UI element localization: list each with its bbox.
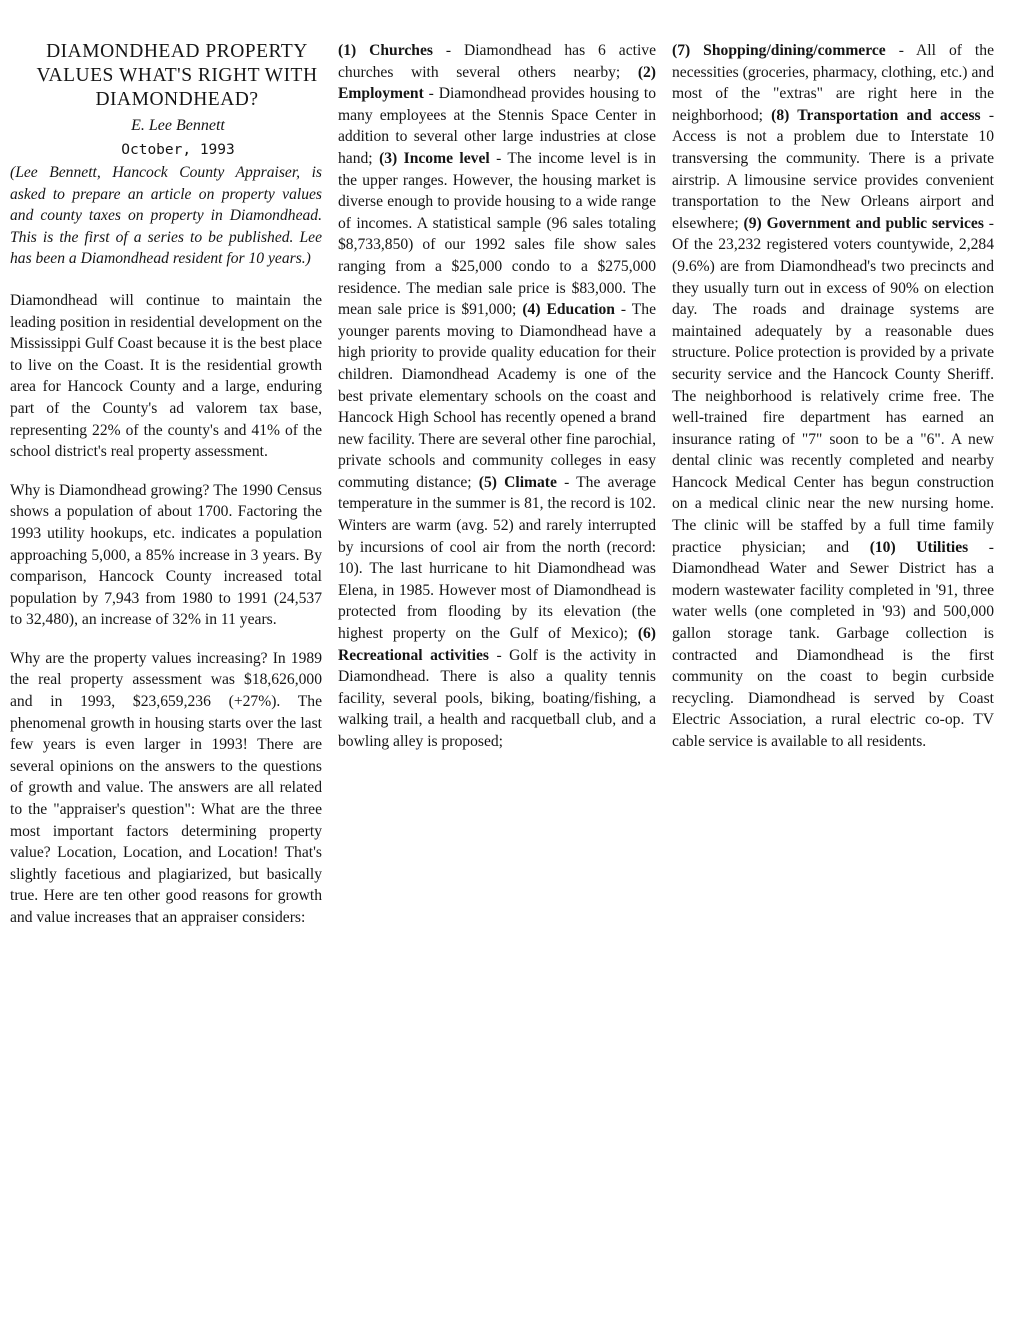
reason-8-label: (8) Transportation and access <box>771 106 981 124</box>
reason-1-label: (1) Churches <box>338 42 433 59</box>
reason-4-text: - The younger parents moving to Diamondhead have a high priority to provide quality education for their children. Diamondhead Academy is one of the best private elementary schools on the coast and Hancock High School has recently opened a brand new facility. There are several other fine parochial, private schools and community colleges in easy commuting distance; <box>338 301 656 491</box>
reason-10-text: - Diamondhead Water and Sewer District has a modern wastewater facility completed in '91, three water wells (one completed in '93) and 500,000 gallon storage tank. Garbage collection is contracted and Diamondhead is the first community on the coast to begin curbside recycling. Diamondhead is served by Coast Electric Association, a rural electric co-op. TV cable service is available to all residents. <box>672 538 994 750</box>
reason-7-text: - All of the necessities (groceries, pharmacy, clothing, etc.) and most of the "extras" are right here in the neighborhood; <box>672 42 994 124</box>
reason-2-text: - Diamondhead provides housing to many employees at the Stennis Space Center in addition to several other large industries at close hand; <box>338 85 656 167</box>
reason-1-text: - Diamondhead has 6 active churches with several others nearby; <box>338 42 656 81</box>
paragraph-growth: Why is Diamondhead growing? The 1990 Census shows a population of about 1700. Factoring the 1993 utility hookups, etc. indicates a population approaching 5,000, a 85% increase in 3 years. By comparison, Hancock County increased total population by 7,943 from 1980 to 1991 (24,537 to 32,480), an increase of 32% in 11 years. <box>10 481 322 629</box>
reason-2-label: (2) Employment <box>338 63 656 103</box>
reasons-text-continued <box>672 40 994 753</box>
reason-3-label: (3) Income level <box>379 149 490 167</box>
article-date: October, 1993 <box>121 142 235 158</box>
reason-3-text: - The income level is in the upper ranges. However, the housing market is diverse enough to provide housing to a wide range of incomes. A statistical sample (96 sales totaling $8,733,850) of our 1992 sales file show sales ranging from a $25,000 condo to a $275,000 residence. The median sale price is $83,000. The mean sale price is $91,000; <box>338 149 656 319</box>
author-note: (Lee Bennett, Hancock County Appraiser, is asked to prepare an article on property values and county taxes on property in Diamondhead. This is the first of a series to be published. Lee has been a Diamondhead resident for 10 years.) <box>10 164 322 268</box>
column-3 <box>672 40 994 753</box>
paragraph-values: Why are the property values increasing? In 1989 the real property assessment was $18,626,000 and in 1993, $23,659,236 (+27%). The phenomenal growth in housing starts over the last few years is even larger in 1993! There are several opinions on the answers to the questions of growth and value. The answers are all related to the "appraiser's question": What are the three most important factors determining property value? Location, Location, and Location! That's slightly facetious and plagiarized, but basically true. Here are ten other good reasons for growth and value increases that an appraiser considers: <box>10 649 322 926</box>
reason-8-text: - Access is not a problem due to Interstate 10 transversing the community. There is a private airstrip. A limousine service provides convenient transportation to the New Orleans airport and elsewhere; <box>672 106 995 232</box>
reason-7-label: (7) Shopping/dining/commerce <box>672 42 886 59</box>
reason-4-label: (4) Education <box>522 301 615 319</box>
reason-10-label: (10) Utilities <box>869 538 969 556</box>
reason-9-label: (9) Government and public services <box>743 214 984 232</box>
column-1 <box>10 40 322 929</box>
column-2 <box>338 40 656 753</box>
paragraph-intro: Diamondhead will continue to maintain the leading position in residential development on the Mississippi Gulf Coast because it is the best place to live on the Coast. It is the residential growth area for Hancock County and a large, enduring part of the County's ad valorem tax base, representing 22% of the county's and 41% of the school district's real property assessment. <box>10 291 322 461</box>
reason-9-text: - Of the 23,232 registered voters countywide, 2,284 (9.6%) are from Diamondhead's two precincts and they usually turn out in excess of 90% on election day. The roads and drainage systems are maintained adequately by a reasonable dues structure. Police protection is provided by a private security service and the Hancock County Sheriff. The neighborhood is relatively crime free. The well-trained fire department has earned an insurance rating of "7" soon to be a "6". A new dental clinic was recently completed and nearby Hancock Medical Center has begun construction on a medical clinic near the new nursing home. The clinic will be staffed by a full time family practice physician; and <box>672 214 994 556</box>
reason-5-label: (5) Climate <box>478 473 557 491</box>
reason-6-text: - Golf is the activity in Diamondhead. There is also a quality tennis facility, several pools, biking, boating/fishing, a walking trail, a health and racquetball club, and a bowling alley is proposed; <box>338 646 657 750</box>
reason-6-label: (6) Recreational activities <box>338 625 656 664</box>
article-byline: E. Lee Bennett <box>131 117 225 134</box>
reasons-text <box>338 40 656 753</box>
article-headline: DIAMONDHEAD PROPERTY VALUES WHAT'S RIGHT WITH DIAMONDHEAD? <box>36 41 318 110</box>
reason-5-text: - The average temperature in the summer is 81, the record is 102. Winters are warm (avg. 52) and rarely interrupted by incursions of cool air from the north (record: 10). The last hurricane to hit Diamondhead was Elena, in 1985. However most of Diamondhead is protected from flooding by its elevation (the highest property on the Gulf of Mexico); <box>338 473 656 643</box>
